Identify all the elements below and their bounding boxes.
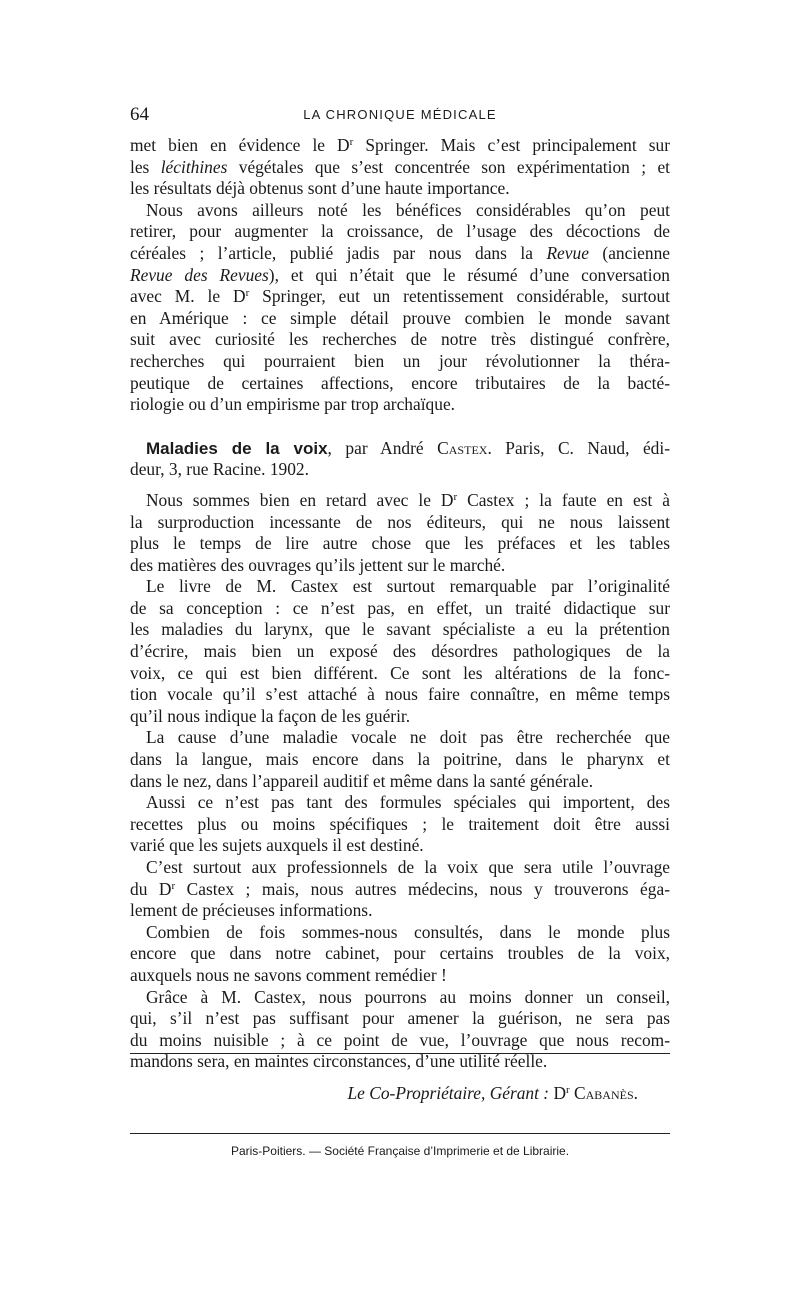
running-title: LA CHRONIQUE MÉDICALE — [303, 107, 497, 122]
text-line: qui, s’il n’est pas suffisant pour amener la guérison, ne sera pas — [130, 1008, 670, 1029]
text-line: recherches qui pourraient bien un jour révolutionner la théra- — [130, 350, 670, 371]
text-line: lement de précieuses informations. — [130, 900, 373, 921]
text-line: tion vocale qu’il s’est attaché à nous faire connaître, en même temps — [130, 684, 670, 705]
page-header — [130, 104, 670, 128]
text-line: la surproduction incessante de nos éditeurs, qui ne nous laissent — [130, 511, 670, 532]
text-line: du moins nuisible ; à ce point de vue, l’ouvrage que nous recom- — [130, 1029, 670, 1050]
text-line: en Amérique : ce simple détail prouve combien le monde savant — [130, 307, 670, 328]
text-line: les lécithines végétales que s’est concentrée son expérimentation ; et — [130, 156, 670, 177]
text-line: mandons sera, en maintes circonstances, d’une utilité réelle. — [130, 1051, 548, 1072]
text-line: encore que dans notre cabinet, pour certains troubles de la voix, — [130, 943, 670, 964]
text-line: riologie ou d’un empirisme par trop archaïque. — [130, 394, 456, 415]
text-line: C’est surtout aux professionnels de la voix que sera utile l’ouvrage — [146, 857, 670, 877]
text-line: des matières des ouvrages qu’ils jettent sur le marché. — [130, 554, 506, 575]
text-line: La cause d’une maladie vocale ne doit pas être recherchée que — [146, 727, 670, 748]
emphasis: lécithines — [160, 156, 228, 177]
text-line: auxquels nous ne savons comment remédier ! — [130, 964, 447, 985]
text-line: deur, 3, rue Racine. 1902. — [130, 459, 309, 480]
divider-rule — [130, 1133, 670, 1134]
review-heading: Maladies de la voix, par André Castex. Paris, C. Naud, édi- — [146, 437, 670, 458]
text-line: Aussi ce n’est pas tant des formules spéciales qui importent, des — [146, 792, 670, 813]
text-line: Combien de fois sommes-nous consultés, dans le monde plus — [146, 921, 670, 942]
text-line: suit avec curiosité les recherches de notre très distingué confrère, — [130, 329, 670, 350]
text-line: retirer, pour augmenter la croissance, de l’usage des décoctions de — [130, 221, 670, 242]
text-line: Grâce à M. Castex, nous pourrons au moins donner un conseil, — [146, 986, 670, 1007]
text-line: varié que les sujets auxquels il est destiné. — [130, 835, 424, 856]
text-line: Revue des Revues), et qui n’était que le résumé d’une conversation — [130, 264, 670, 285]
text-line: de sa conception : ce n’est pas, en effet, un traité didactique sur — [130, 597, 670, 618]
text-line: d’écrire, mais bien un exposé des désordres pathologiques de la — [130, 641, 670, 662]
text-line: avec M. le $D^r$ Springer, eut un retentissement considérable, surtout — [130, 286, 670, 307]
text-line: qu’il nous indique la façon de les guérir. — [130, 705, 411, 726]
divider-rule — [130, 1053, 670, 1054]
book-title: Maladies de la voix — [146, 438, 328, 458]
text-line: les maladies du larynx, que le savant spécialiste a eu la prétention — [130, 619, 670, 640]
text-line: recettes plus ou moins spécifiques ; le traitement doit être aussi — [130, 813, 670, 834]
text-line: plus le temps de lire autre chose que les préfaces et les tables — [130, 533, 670, 554]
text-line: voix, ce qui est bien différent. Ce sont les altérations de la fonc- — [130, 662, 670, 683]
text-line: dans la langue, mais encore dans la poitrine, dans le pharynx et — [130, 749, 670, 770]
text-line: Le livre de M. Castex est surtout remarquable par l’originalité — [146, 576, 670, 597]
emphasis: Revue — [546, 242, 589, 263]
page-number: 64 — [130, 104, 149, 125]
text-line: Nous sommes bien en retard avec le $D^r$ Castex ; la faute en est à — [146, 489, 670, 510]
text-line: dans le nez, dans l’appareil auditif et même dans la santé générale. — [130, 770, 594, 791]
printer-imprint: Paris-Poitiers. — Société Française d’Imprimerie et de Librairie. — [230, 1144, 570, 1158]
text-line: met bien en évidence le $D^r$ Springer. Mais c’est principalement sur — [130, 135, 670, 155]
text-line: céréales ; l’article, publié jadis par nous dans la Revue (ancienne — [130, 242, 670, 263]
text-line: les résultats déjà obtenus sont d’une haute importance. — [130, 178, 510, 199]
article-body — [130, 135, 670, 1073]
text-line: peutique de certaines affections, encore tributaires de la bacté- — [130, 372, 670, 393]
text-line: du $D^r$ Castex ; mais, nous autres médecins, nous y trouverons éga- — [130, 878, 670, 899]
text-line: Nous avons ailleurs noté les bénéfices considérables qu’on peut — [146, 199, 670, 220]
signature-line: Le Co-Propriétaire, Gérant : $D^r$ Cabanès. — [347, 1083, 638, 1103]
emphasis: Revue des Revues — [130, 264, 269, 285]
